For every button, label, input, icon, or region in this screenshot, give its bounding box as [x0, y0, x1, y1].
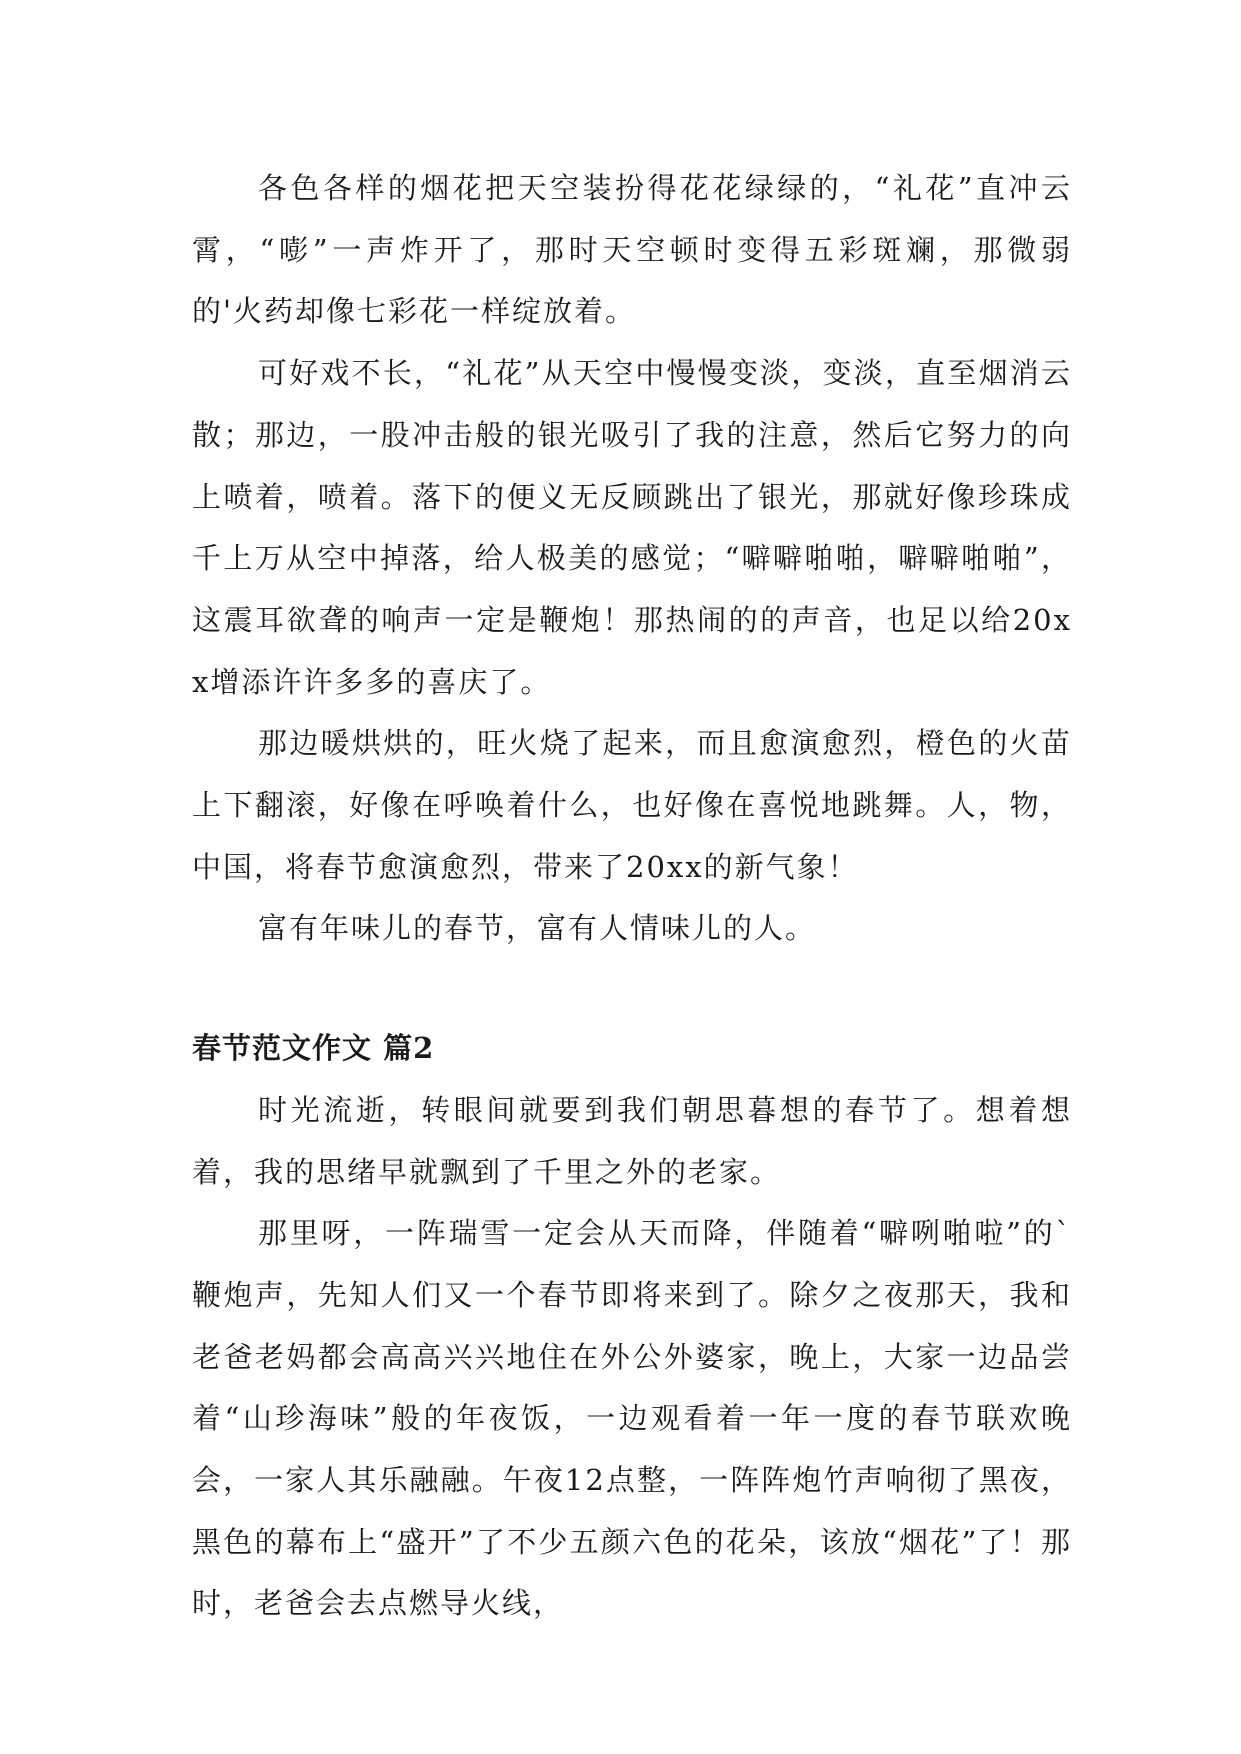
paragraph-fireworks: 各色各样的烟花把天空装扮得花花绿绿的，“礼花”直冲云霄，“嘭”一声炸开了，那时天空顿时变得五彩斑斓，那微弱的'火药却像七彩花一样绽放着。: [192, 171, 1072, 329]
paragraph-new-year-eve: 那里呀，一阵瑞雪一定会从天而降，伴随着“噼咧啪啦”的`鞭炮声，先知人们又一个春节即将来到了。除夕之夜那天，我和老爸老妈都会高高兴兴地住在外公外婆家，晚上，大家一边品尝着“山珍海味”般的年夜饭，一边观看着一年一度的春节联欢晚会，一家人其乐融融。午夜12点整，一阵阵炮竹声响彻了黑夜，黑色的幕布上“盛开”了不少五颜六色的花朵，该放“烟花”了！那时，老爸会去点燃导火线，: [192, 1216, 1072, 1621]
paragraph-firecrackers: 可好戏不长，“礼花”从天空中慢慢变淡，变淡，直至烟消云散；那边，一股冲击般的银光吸引了我的注意，然后它努力的向上喷着，喷着。落下的便义无反顾跳出了银光，那就好像珍珠成千上万从空中掉落，给人极美的感觉；“噼噼啪啪，噼噼啪啪”，这震耳欲聋的响声一定是鞭炮！那热闹的的声音，也足以给20xx增添许许多多的喜庆了。: [192, 356, 1072, 699]
paragraph-bonfire: 那边暖烘烘的，旺火烧了起来，而且愈演愈烈，橙色的火苗上下翻滚，好像在呼唤着什么，也好像在喜悦地跳舞。人，物，中国，将春节愈演愈烈，带来了20xx的新气象！: [192, 726, 1072, 884]
paragraph-closing: 富有年味儿的春节，富有人情味儿的人。: [258, 911, 817, 946]
paragraph-intro: 时光流逝，转眼间就要到我们朝思暮想的春节了。想着想着，我的思绪早就飘到了千里之外的老家。: [192, 1092, 1072, 1189]
section-title: 春节范文作文 篇2: [192, 1031, 435, 1066]
document-body: [192, 158, 1072, 1635]
